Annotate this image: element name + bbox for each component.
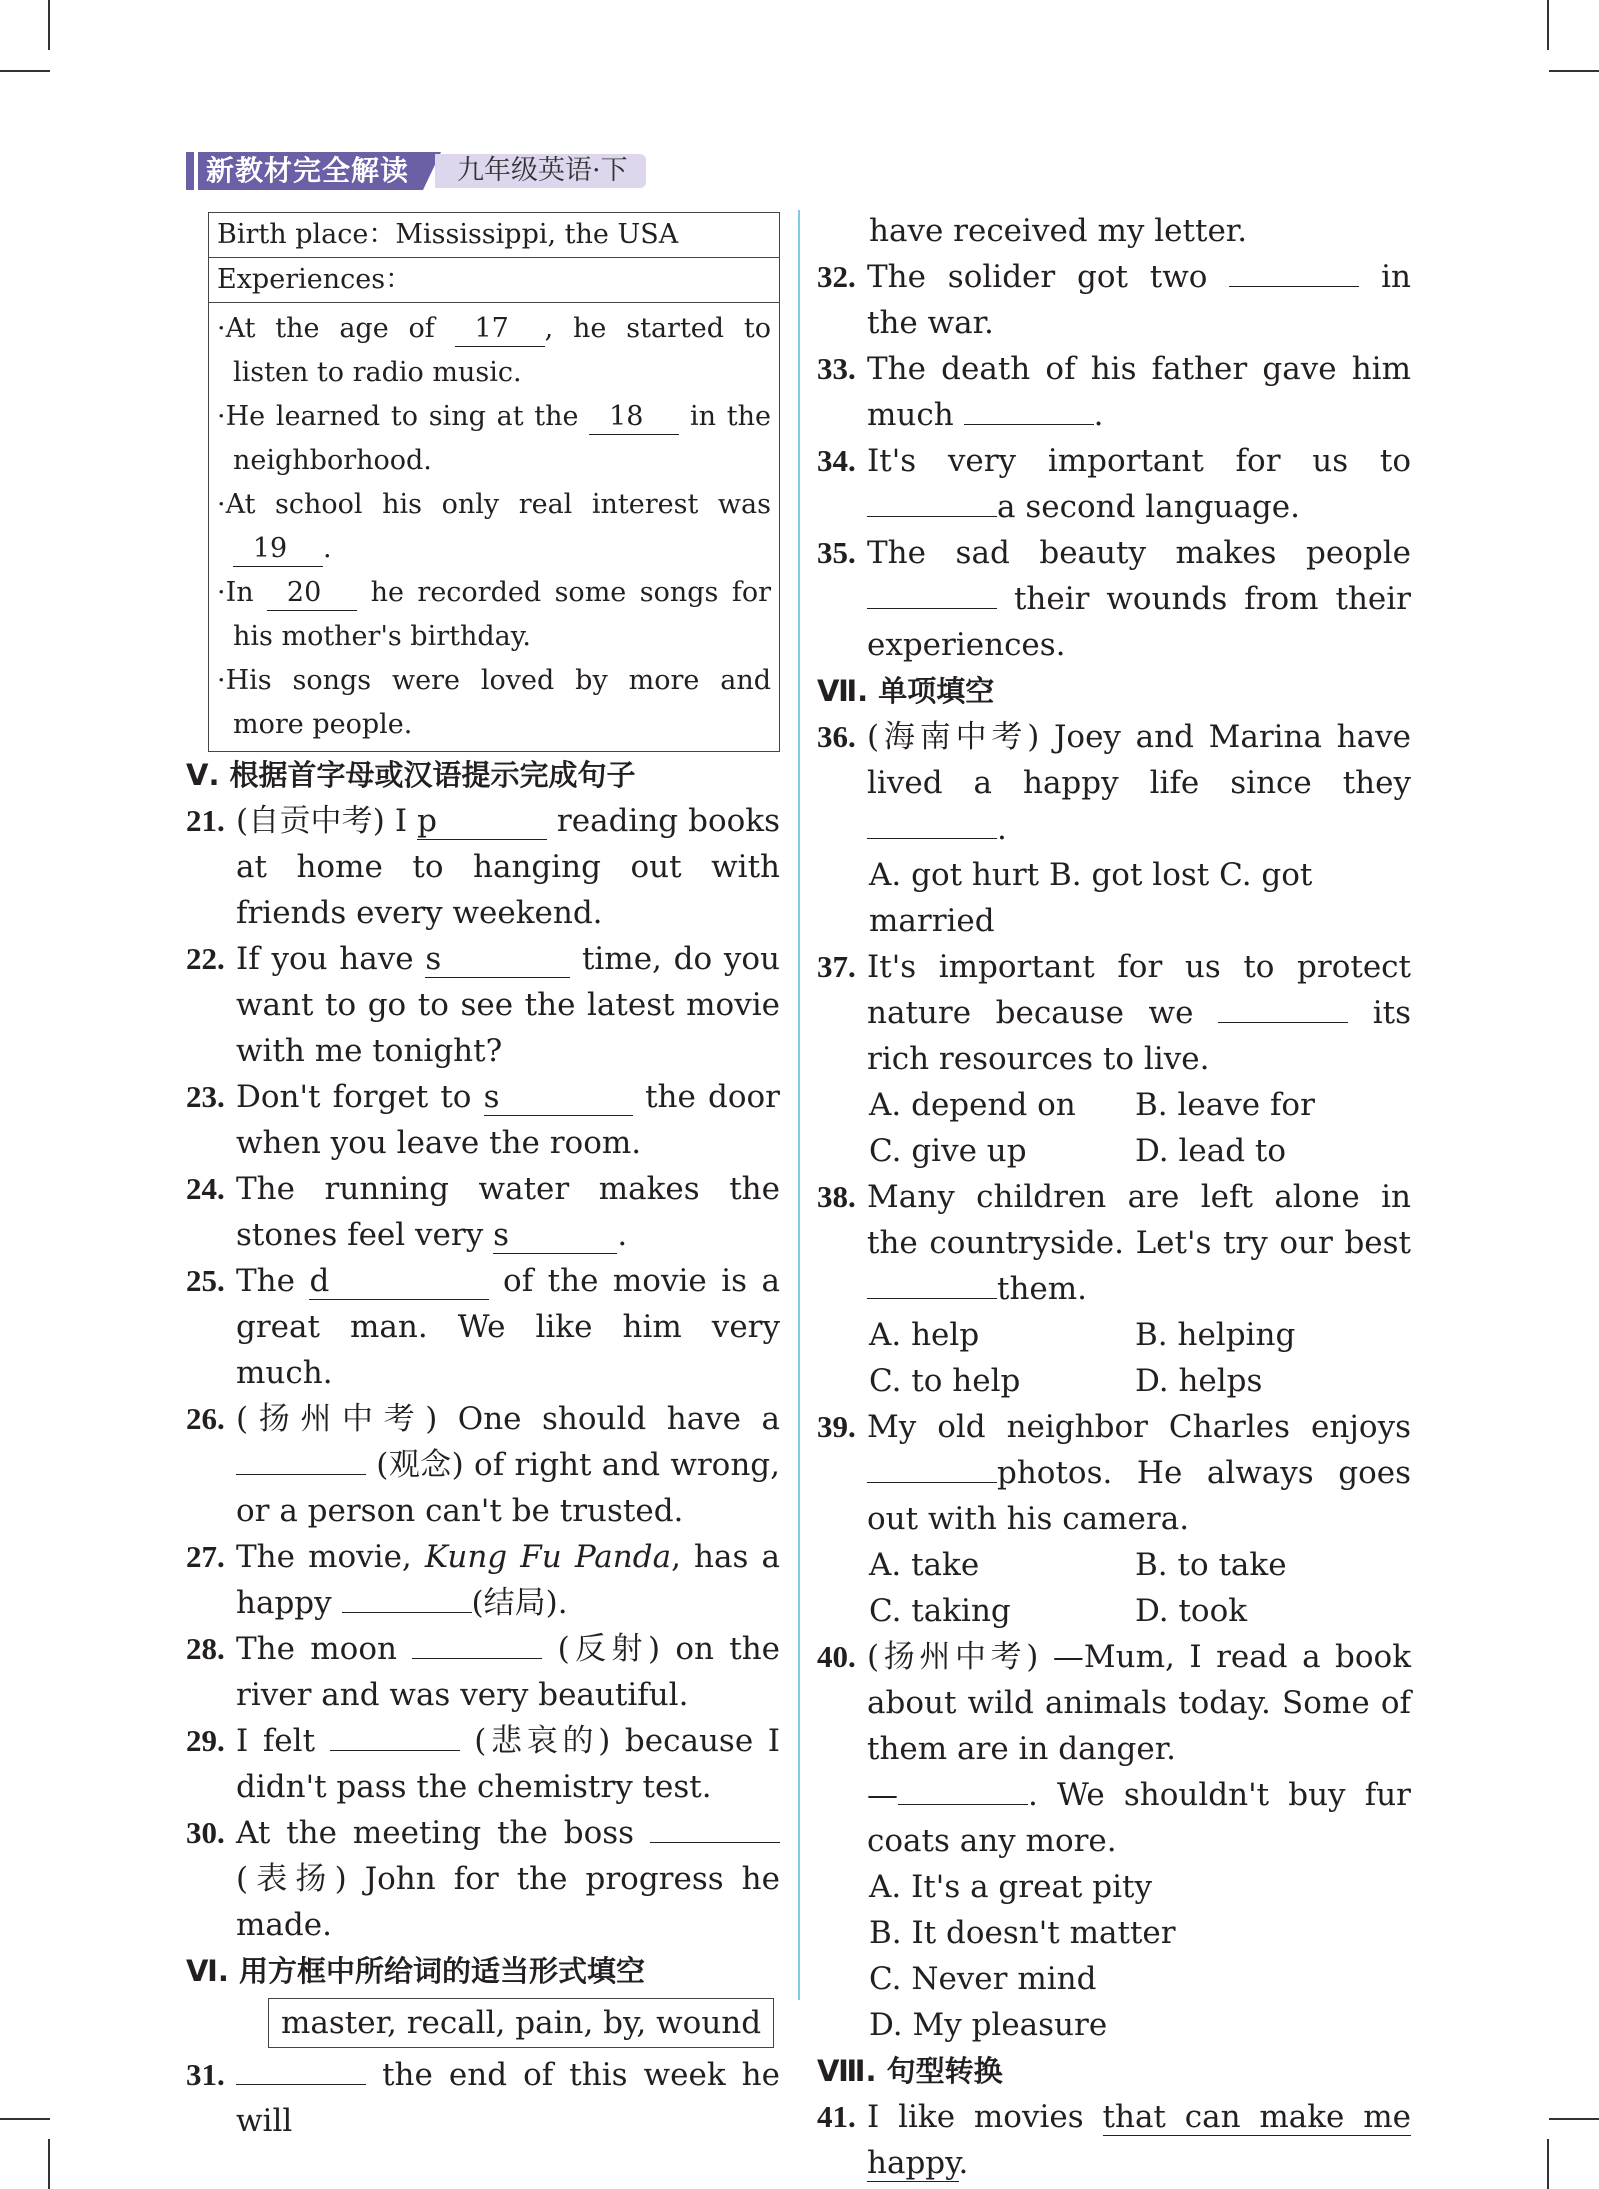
question-34: 34. It's very important for us to a second language. [817, 443, 1411, 525]
list-item: ·He learned to sing at the 18 in the neighborhood. [217, 401, 771, 476]
crop-mark [1549, 70, 1599, 72]
crop-mark [1547, 0, 1549, 50]
option-a[interactable]: A. depend on [869, 1087, 1076, 1123]
option-row [817, 1588, 1411, 1634]
option-c[interactable]: C. Never mind [869, 1961, 1097, 1997]
option-a[interactable]: A. take [869, 1547, 980, 1583]
answer-blank[interactable] [867, 1268, 997, 1299]
question-40: 40. (扬州中考) —Mum, I read a book about wild animals today. Some of them are in danger. — . We shouldn't buy fur coats any more. [817, 1639, 1411, 1859]
crop-mark [48, 0, 50, 50]
option-row [817, 1358, 1411, 1404]
option-a[interactable]: A. It's a great pity [869, 1869, 1152, 1905]
list-item: ·His songs were loved by more and more people. [217, 665, 771, 740]
question-30: 30. At the meeting the boss (表扬) John for the progress he made. [186, 1810, 780, 1948]
option-b[interactable]: B. to take [1135, 1547, 1287, 1583]
answer-blank[interactable] [867, 808, 997, 839]
question-36: 36. (海南中考) Joey and Marina have lived a happy life since they . [817, 719, 1411, 847]
section-7-heading: Ⅶ. 单项填空 [817, 674, 995, 708]
question-41: 41. I like movies that can make me happy. [817, 2099, 1411, 2181]
word-box: master, recall, pain, by, wound [268, 1998, 774, 2048]
experiences-row: Experiences： [209, 258, 779, 303]
question-32: 32. The solider got two in the war. [817, 254, 1411, 346]
blank-18[interactable]: 18 [589, 400, 679, 435]
answer-blank[interactable] [330, 1720, 460, 1751]
list-item: ·At school his only real interest was 19 . [217, 483, 771, 571]
info-table [208, 212, 780, 752]
option-row [817, 1128, 1411, 1174]
answer-blank[interactable] [412, 1628, 542, 1659]
option-row [817, 1542, 1411, 1588]
question-26: 26. (扬州中考) One should have a (观念) of right and wrong, or a person can't be trusted. [186, 1401, 781, 1529]
blank-17[interactable]: 17 [455, 312, 545, 347]
question-25: 25. The d of the movie is a great man. We like him very much. [186, 1263, 780, 1391]
question-31-continued: have received my letter. [869, 213, 1248, 249]
section-8-heading: Ⅷ. 句型转换 [817, 2054, 1003, 2088]
header-bar [186, 152, 194, 190]
answer-blank[interactable] [650, 1812, 780, 1843]
birth-row: Birth place：Mississippi, the USA [209, 213, 779, 258]
answer-blank[interactable] [867, 486, 997, 517]
blank-20[interactable]: 20 [267, 576, 357, 611]
answer-blank[interactable]: p [417, 803, 547, 840]
option-row [817, 1082, 1411, 1128]
option-row [817, 1312, 1411, 1358]
answer-blank[interactable] [342, 1582, 472, 1613]
crop-mark [0, 2118, 50, 2120]
crop-mark [1549, 2118, 1599, 2120]
movie-title: Kung Fu Panda [424, 1539, 672, 1575]
list-item: ·At the age of 17 , he started to listen to radio music. [217, 313, 771, 388]
answer-blank[interactable] [236, 1444, 366, 1475]
option-a[interactable]: A. help [869, 1317, 980, 1353]
question-21: 21. (自贡中考) I p reading books at home to hanging out with friends every weekend. [186, 803, 780, 931]
question-28: 28. The moon (反射) on the river and was very beautiful. [186, 1626, 780, 1718]
option-c[interactable]: C. to help [869, 1363, 1021, 1399]
answer-blank[interactable] [867, 578, 997, 609]
section-5-heading: Ⅴ. 根据首字母或汉语提示完成句子 [186, 758, 636, 792]
left-column [186, 212, 780, 2144]
answer-blank[interactable]: s [493, 1217, 617, 1254]
experiences-list [209, 303, 779, 751]
answer-blank[interactable]: s [425, 941, 570, 978]
column-divider [798, 210, 800, 2000]
answer-blank[interactable] [964, 394, 1094, 425]
blank-19[interactable]: 19 [233, 532, 323, 567]
book-subtitle: 九年级英语·下 [435, 154, 646, 188]
question-31: 31. the end of this week he will [186, 2052, 780, 2144]
crop-mark [1547, 2139, 1549, 2189]
option-c[interactable]: C. taking [869, 1593, 1011, 1629]
question-33: 33. The death of his father gave him much . [817, 351, 1411, 433]
answer-blank[interactable] [1218, 992, 1348, 1023]
list-item: ·In 20 he recorded some songs for his mother's birthday. [217, 577, 771, 652]
book-title: 新教材完全解读 [198, 152, 423, 190]
option-b[interactable]: B. leave for [1135, 1087, 1315, 1123]
right-column [817, 208, 1411, 2186]
answer-blank[interactable] [1229, 256, 1359, 287]
option-d[interactable]: D. My pleasure [869, 2007, 1108, 2043]
page-header [186, 150, 646, 192]
question-37: 37. It's important for us to protect nature because we its rich resources to live. [817, 949, 1411, 1077]
section-6-heading: Ⅵ. 用方框中所给词的适当形式填空 [186, 1954, 645, 1988]
question-24: 24. The running water makes the stones feel very s . [186, 1171, 780, 1253]
answer-blank[interactable]: d [309, 1263, 488, 1300]
option-b[interactable]: B. It doesn't matter [869, 1915, 1176, 1951]
question-39: 39. My old neighbor Charles enjoys photos. He always goes out with his camera. [817, 1409, 1411, 1537]
underlined-phrase: that can make me happy [867, 2099, 1411, 2181]
question-29: 29. I felt (悲哀的) because I didn't pass the chemistry test. [186, 1718, 780, 1810]
option-d[interactable]: D. helps [1135, 1363, 1263, 1399]
question-38: 38. Many children are left alone in the countryside. Let's try our best them. [817, 1179, 1411, 1307]
question-27: 27. The movie, Kung Fu Panda, has a happy (结局). [186, 1539, 780, 1621]
answer-blank[interactable] [898, 1774, 1028, 1805]
question-35: 35. The sad beauty makes people their wounds from their experiences. [817, 535, 1411, 663]
crop-mark [0, 70, 50, 72]
answer-blank[interactable] [867, 1452, 997, 1483]
answer-blank[interactable] [236, 2054, 366, 2085]
crop-mark [48, 2139, 50, 2189]
question-22: 22. If you have s time, do you want to go to see the latest movie with me tonight? [186, 941, 780, 1069]
option-c[interactable]: C. give up [869, 1133, 1027, 1169]
answer-blank[interactable]: s [484, 1079, 633, 1116]
question-36-options: A. got hurt B. got lost C. got married [869, 857, 1313, 939]
question-23: 23. Don't forget to s the door when you leave the room. [186, 1079, 780, 1161]
option-d[interactable]: D. lead to [1135, 1133, 1287, 1169]
option-b[interactable]: B. helping [1135, 1317, 1296, 1353]
option-d[interactable]: D. took [1135, 1593, 1248, 1629]
